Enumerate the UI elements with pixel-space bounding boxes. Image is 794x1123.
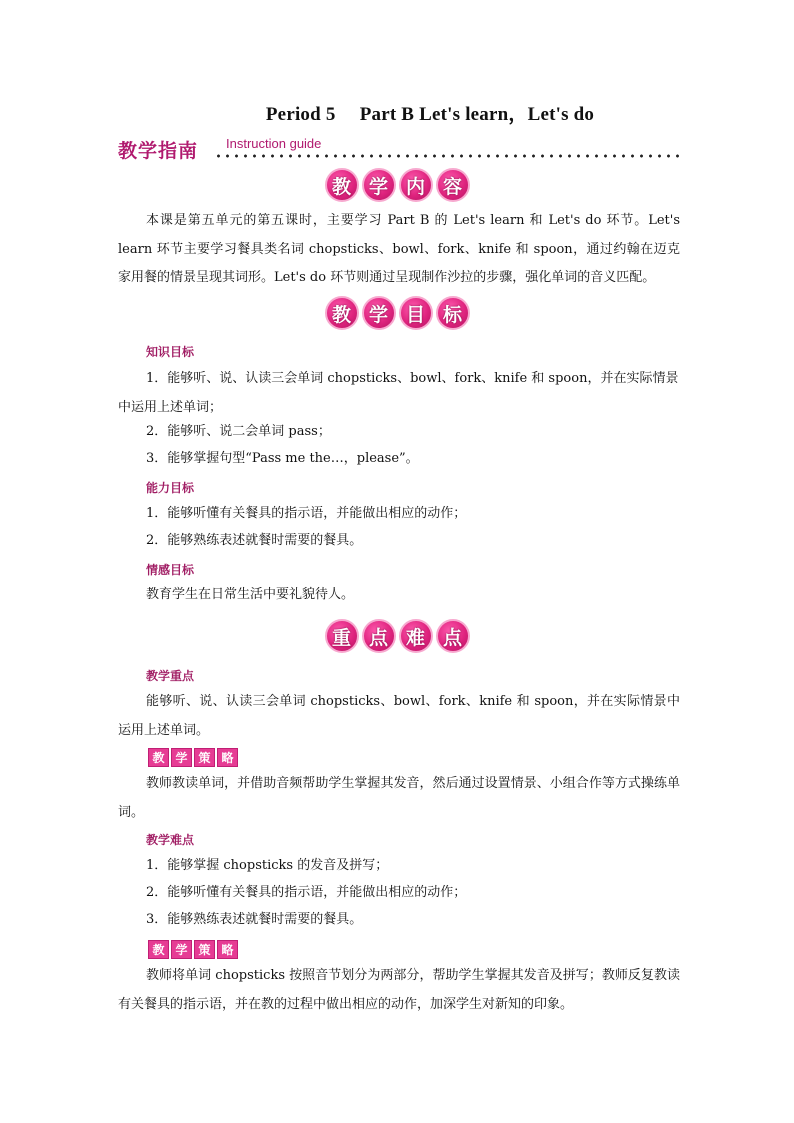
key-points-text: 能够听、说、认读三会单词 chopsticks、bowl、fork、knife 和 spoon，并在实际情景中运用上述单词。 [118, 694, 680, 738]
badge-char: 点 [436, 619, 470, 653]
badge-char: 点 [362, 619, 396, 653]
badge-char: 内 [399, 168, 433, 202]
content-paragraph: 本课是第五单元的第五课时，主要学习 Part B 的 Let's learn 和 Let's do 环节。Let's learn 环节主要学习餐具类名词 chopsticks、bowl、fork、knife 和 spoon，通过约翰在迈克家用餐的情景呈现其词形。Let's do 环节则通过呈现制作沙拉的步骤，强化单词的音义匹配。 [118, 213, 680, 285]
strategy-char: 略 [217, 748, 238, 767]
strategy-label [148, 940, 238, 959]
badge-char: 容 [436, 168, 470, 202]
strategy-char: 学 [171, 940, 192, 959]
instruction-guide-header [118, 134, 684, 164]
badge-char: 教 [325, 168, 359, 202]
badge-char: 学 [362, 296, 396, 330]
strategy-char: 学 [171, 748, 192, 767]
ability-goal-item: 2．能够熟练表述就餐时需要的餐具。 [146, 533, 363, 548]
section-badge-goals [0, 296, 794, 330]
strategy-char: 教 [148, 748, 169, 767]
badge-char: 重 [325, 619, 359, 653]
strategy-label [148, 748, 238, 767]
badge-char: 学 [362, 168, 396, 202]
badge-char: 标 [436, 296, 470, 330]
section-badge-content [0, 168, 794, 202]
strategy-char: 策 [194, 748, 215, 767]
strategy-char: 策 [194, 940, 215, 959]
badge-char: 难 [399, 619, 433, 653]
page-title: Period 5 Part B Let's learn，Let's do [265, 104, 595, 125]
guide-label-zh: 教学指南 [118, 140, 199, 162]
key-points-heading: 教学重点 [146, 669, 195, 683]
guide-label-en: Instruction guide [226, 136, 322, 151]
section-badge-keypoints [0, 619, 794, 653]
difficult-point-item: 3．能够熟练表述就餐时需要的餐具。 [146, 912, 363, 927]
knowledge-goal-item: 3．能够掌握句型“Pass me the…，please”。 [146, 451, 419, 466]
emotion-goal-text: 教育学生在日常生活中要礼貌待人。 [146, 587, 355, 602]
ability-goals-heading: 能力目标 [146, 481, 195, 495]
difficult-strategy-text: 教师将单词 chopsticks 按照音节划分为两部分，帮助学生掌握其发音及拼写；教师反复教读有关餐具的指示语，并在教的过程中做出相应的动作，加深学生对新知的印象。 [118, 968, 680, 1012]
difficult-point-item: 2．能够听懂有关餐具的指示语，并能做出相应的动作； [146, 885, 467, 900]
knowledge-goals-heading: 知识目标 [146, 345, 195, 359]
difficult-points-heading: 教学难点 [146, 833, 195, 847]
dotted-divider [214, 154, 684, 158]
difficult-point-item: 1．能够掌握 chopsticks 的发音及拼写； [146, 858, 389, 873]
ability-goal-item: 1．能够听懂有关餐具的指示语，并能做出相应的动作； [146, 506, 467, 521]
knowledge-goal-item: 2．能够听、说二会单词 pass； [146, 424, 331, 439]
strategy-char: 略 [217, 940, 238, 959]
badge-char: 目 [399, 296, 433, 330]
key-strategy-text: 教师教读单词，并借助音频帮助学生掌握其发音，然后通过设置情景、小组合作等方式操练单词。 [118, 776, 680, 820]
emotion-goals-heading: 情感目标 [146, 563, 195, 577]
strategy-char: 教 [148, 940, 169, 959]
badge-char: 教 [325, 296, 359, 330]
knowledge-goal-item: 1．能够听、说、认读三会单词 chopsticks、bowl、fork、knife 和 spoon，并在实际情景中运用上述单词； [118, 371, 679, 415]
